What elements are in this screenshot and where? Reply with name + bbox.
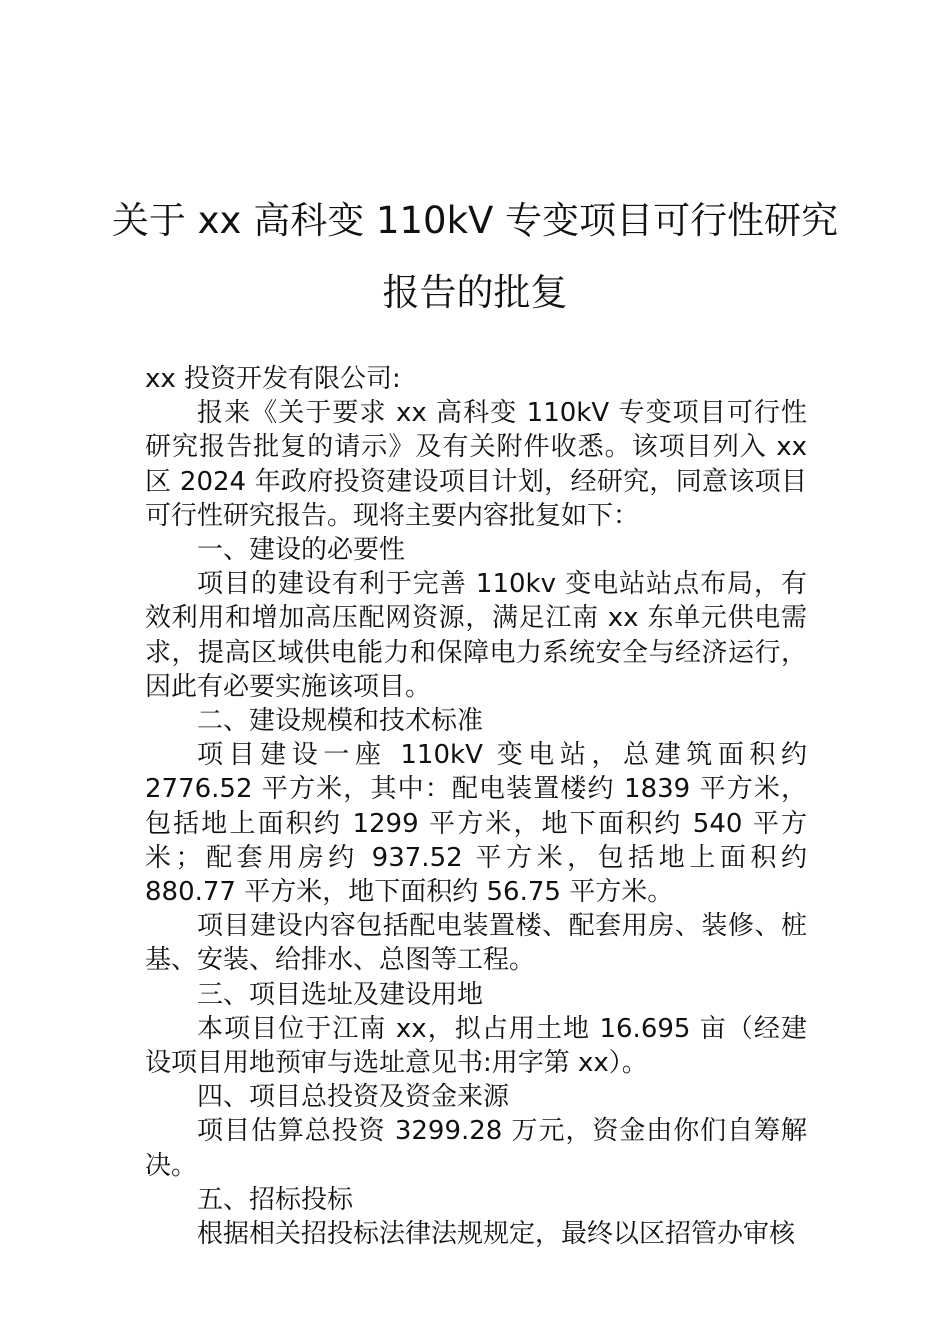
section-heading-necessity: 一、建设的必要性 [197, 535, 406, 566]
document-body [145, 362, 807, 1251]
document-title-line-1: 关于 xx 高科变 110kV 专变项目可行性研究 [111, 199, 839, 242]
section-heading-scale: 二、建设规模和技术标准 [197, 706, 484, 737]
paragraph-necessity: 项目的建设有利于完善 110kv 变电站站点布局，有效利用和增加高压配网资源，满足江南 xx 东单元供电需求，提高区域供电能力和保障电力系统安全与经济运行，因此有必要实施该项目。 [145, 569, 807, 702]
section-heading-investment: 四、项目总投资及资金来源 [197, 1082, 510, 1113]
paragraph-bidding: 根据相关招投标法律法规规定，最终以区招管办审核 [197, 1219, 796, 1250]
salutation: xx 投资开发有限公司: [145, 364, 401, 394]
section-heading-bidding: 五、招标投标 [197, 1184, 354, 1215]
document-title-line-2: 报告的批复 [382, 271, 568, 314]
paragraph-investment: 项目估算总投资 3299.28 万元，资金由你们自筹解决。 [145, 1116, 807, 1181]
paragraph-intro: 报来《关于要求 xx 高科变 110kV 专变项目可行性研究报告批复的请示》及有关附件收悉。该项目列入 xx 区 2024 年政府投资建设项目计划，经研究，同意该项目可行性研究报告。现将主要内容批复如下： [145, 398, 807, 531]
section-heading-site: 三、项目选址及建设用地 [197, 979, 484, 1010]
paragraph-site: 本项目位于江南 xx，拟占用土地 16.695 亩（经建设项目用地预审与选址意见书:用字第 xx）。 [145, 1013, 807, 1079]
paragraph-content: 项目建设内容包括配电装置楼、配套用房、装修、桩基、安装、给排水、总图等工程。 [145, 911, 807, 976]
paragraph-scale: 项目建设一座 110kV 变电站，总建筑面积约 2776.52 平方米，其中：配电装置楼约 1839 平方米，包括地上面积约 1299 平方米，地下面积约 540 平方米；配套用房约 937.52 平方米，包括地上面积约 880.77 平方米，地下面积约 56.75 平方米。 [145, 740, 807, 908]
